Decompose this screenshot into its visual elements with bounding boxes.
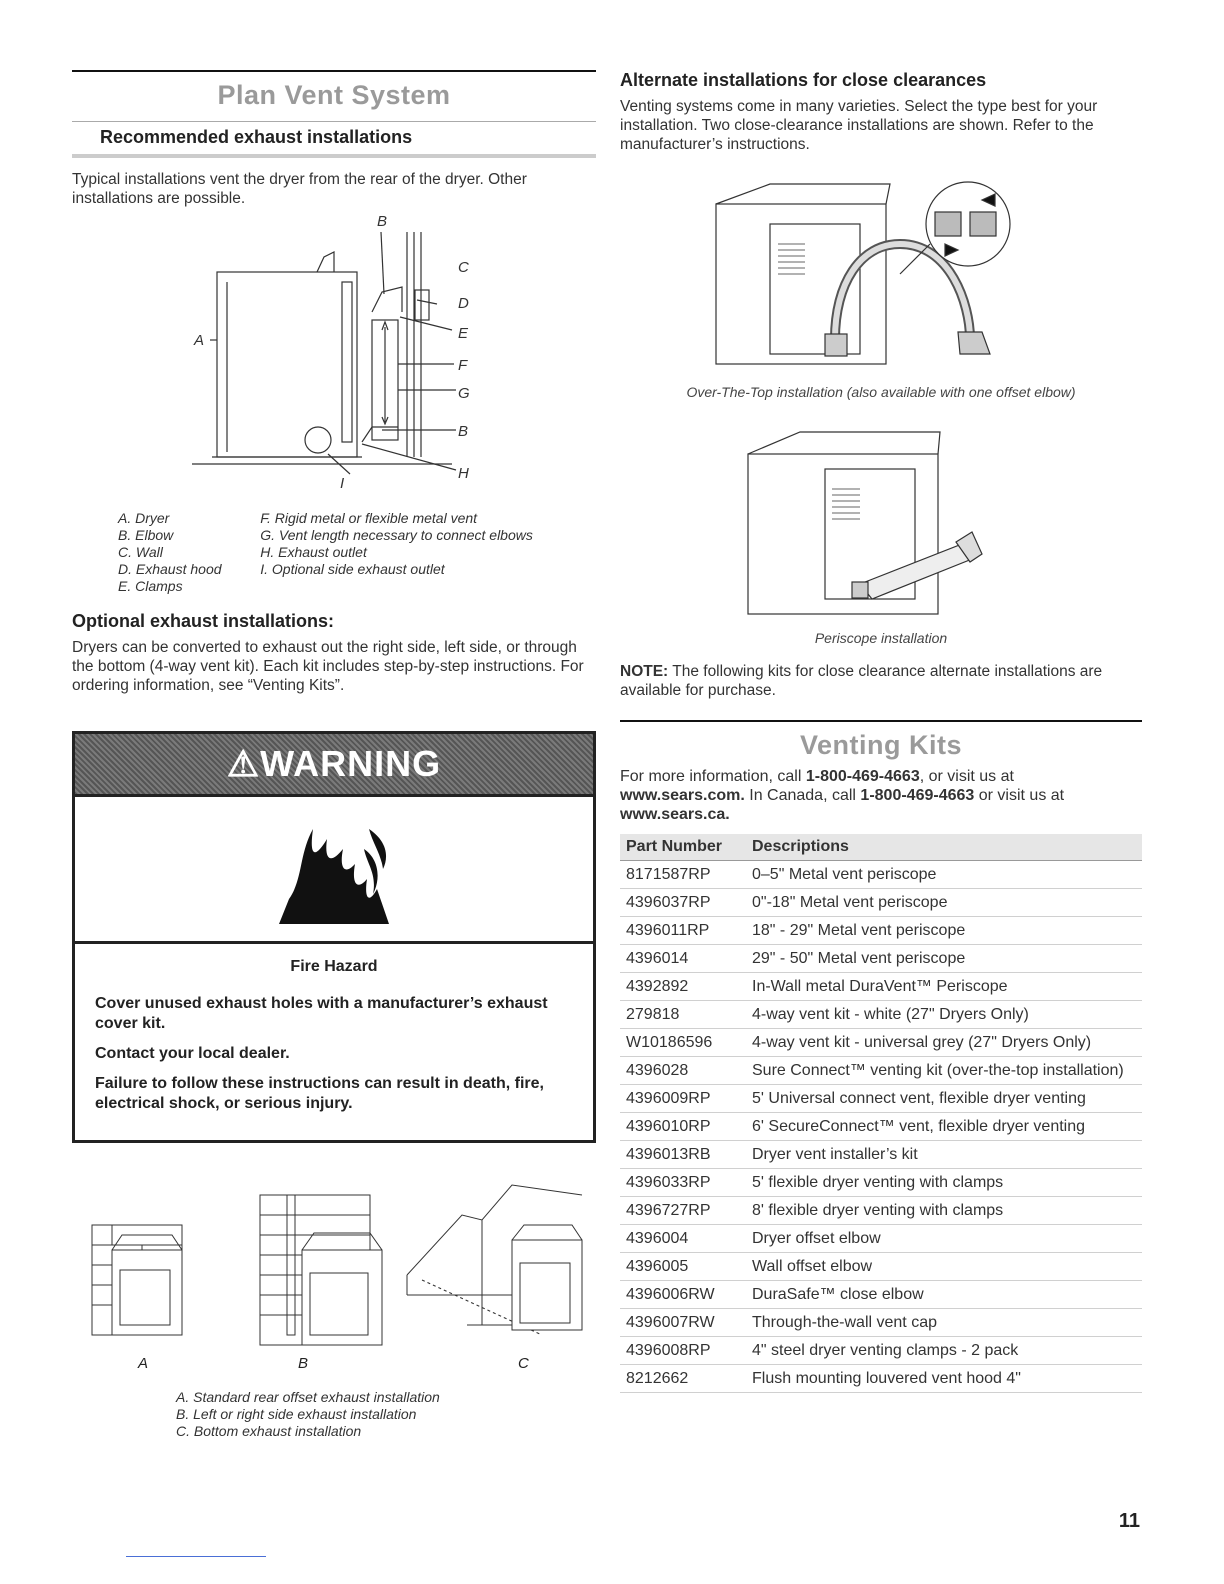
table-row (620, 1253, 1142, 1281)
part-number-cell: 4396033RP (620, 1169, 746, 1197)
diagram-label-h: H (458, 465, 469, 482)
sears-us-website: www.sears.com. (620, 787, 745, 804)
description-cell: 0–5" Metal vent periscope (746, 861, 1142, 889)
part-number-cell: 4396006RW (620, 1281, 746, 1309)
note-paragraph (620, 662, 1142, 700)
description-cell: 5' flexible dryer venting with clamps (746, 1169, 1142, 1197)
kits-info (620, 767, 1142, 824)
figure-labels (72, 1355, 596, 1375)
description-cell: 4" steel dryer venting clamps - 2 pack (746, 1337, 1142, 1365)
optional-body: Dryers can be converted to exhaust out the right side, left side, or through the bottom (4-way vent kit). Each kit includes step-by-step instructions. For ordering information, see “Venting Kits”. (72, 639, 584, 694)
description-cell: 18" - 29" Metal vent periscope (746, 917, 1142, 945)
diagram-label-e: E (458, 325, 469, 342)
legend-item: G. Vent length necessary to connect elbows (260, 527, 533, 543)
description-cell: 5' Universal connect vent, flexible dryer venting (746, 1085, 1142, 1113)
fire-icon (269, 809, 399, 929)
legend-item: F. Rigid metal or flexible metal vent (260, 510, 478, 526)
figure-label-c: C (518, 1355, 529, 1372)
description-cell: 4-way vent kit - universal grey (27" Dryers Only) (746, 1029, 1142, 1057)
legend-item: C. Bottom exhaust installation (176, 1423, 362, 1439)
description-cell: In-Wall metal DuraVent™ Periscope (746, 973, 1142, 1001)
info-text: In Canada, call (744, 787, 861, 804)
description-cell: 4-way vent kit - white (27" Dryers Only) (746, 1001, 1142, 1029)
warning-triangle-icon: ⚠ (226, 743, 261, 784)
diagram-label-d: D (458, 295, 469, 312)
description-cell: 6' SecureConnect™ vent, flexible dryer venting (746, 1113, 1142, 1141)
legend-item: I. Optional side exhaust outlet (260, 561, 445, 577)
table-row (620, 889, 1142, 917)
diagram-label-f: F (458, 357, 468, 374)
table-row (620, 1309, 1142, 1337)
figure-c-bottom-exhaust (407, 1185, 582, 1335)
table-row (620, 1197, 1142, 1225)
table-row (620, 1085, 1142, 1113)
diagram-label-b-bottom: B (458, 423, 469, 440)
legend-item: C. Wall (118, 544, 163, 560)
table-row (620, 1057, 1142, 1085)
legend-item: A. Dryer (118, 510, 170, 526)
section-title-venting-kits: Venting Kits (799, 730, 962, 760)
part-number-cell: 4396007RW (620, 1309, 746, 1337)
table-row (620, 1365, 1142, 1393)
part-number-cell: 4396037RP (620, 889, 746, 917)
sears-canada-website: www.sears.ca. (620, 806, 730, 823)
section-rule (72, 70, 596, 72)
periscope-caption: Periscope installation (814, 630, 948, 646)
part-number-cell: 4396013RB (620, 1141, 746, 1169)
diagram-label-i: I (340, 475, 345, 492)
figure-b-side-exhaust (260, 1195, 382, 1345)
description-cell: Flush mounting louvered vent hood 4" (746, 1365, 1142, 1393)
part-number-cell: 4396011RP (620, 917, 746, 945)
description-cell: Sure Connect™ venting kit (over-the-top installation) (746, 1057, 1142, 1085)
recommended-exhaust-diagram (72, 212, 596, 502)
warning-line: Failure to follow these instructions can result in death, fire, electrical shock, or serious injury. (95, 1075, 544, 1112)
figures-legend (176, 1389, 596, 1440)
table-row (620, 1141, 1142, 1169)
figure-a-standard-rear (92, 1225, 182, 1335)
alternate-body: Venting systems come in many varieties. Select the type best for your installation. Two close-clearance installations are shown. Refer to the manufacturer’s instructions. (620, 98, 1098, 153)
description-cell: DuraSafe™ close elbow (746, 1281, 1142, 1309)
fire-hazard-icon (75, 794, 593, 944)
header-part-number: Part Number (620, 834, 746, 861)
info-text: , or visit us at (919, 768, 1014, 785)
description-cell: 29" - 50" Metal vent periscope (746, 945, 1142, 973)
info-text: or visit us at (974, 787, 1065, 804)
part-number-cell: 4396028 (620, 1057, 746, 1085)
recommended-body: Typical installations vent the dryer from the rear of the dryer. Other installations are possible. (72, 171, 527, 207)
recommended-legend (118, 510, 596, 595)
figure-label-a: A (138, 1355, 149, 1372)
description-cell: Dryer offset elbow (746, 1225, 1142, 1253)
legend-item: H. Exhaust outlet (260, 544, 367, 560)
part-number-cell: 4396008RP (620, 1337, 746, 1365)
table-row (620, 945, 1142, 973)
header-descriptions: Descriptions (746, 834, 1142, 861)
legend-item: A. Standard rear offset exhaust installation (176, 1389, 440, 1405)
left-column (72, 70, 596, 1440)
venting-kits-table (620, 834, 1142, 1393)
diagram-label-g: G (458, 385, 470, 402)
table-row (620, 1029, 1142, 1057)
warning-text (75, 944, 593, 1140)
diagram-label-b-top: B (377, 213, 388, 230)
page-number: 11 (1118, 1510, 1140, 1532)
table-row (620, 1113, 1142, 1141)
over-the-top-illustration (620, 164, 1142, 384)
part-number-cell: 279818 (620, 1001, 746, 1029)
note-text: The following kits for close clearance alternate installations are available for purchase. (620, 663, 1103, 699)
legend-item: B. Left or right side exhaust installation (176, 1406, 417, 1422)
recommended-heading: Recommended exhaust installations (100, 127, 413, 147)
table-row (620, 973, 1142, 1001)
periscope-illustration (620, 414, 1142, 624)
info-text: For more information, call (620, 768, 806, 785)
part-number-cell: 8212662 (620, 1365, 746, 1393)
legend-item: B. Elbow (118, 527, 174, 543)
description-cell: 8' flexible dryer venting with clamps (746, 1197, 1142, 1225)
section-rule (620, 720, 1142, 722)
exhaust-options-figures (72, 1175, 596, 1355)
part-number-cell: 4396009RP (620, 1085, 746, 1113)
note-label: NOTE: (620, 663, 669, 680)
part-number-cell: 4396014 (620, 945, 746, 973)
part-number-cell: 8171587RP (620, 861, 746, 889)
diagram-label-a: A (194, 332, 205, 349)
legend-item: E. Clamps (118, 578, 183, 594)
table-body (620, 861, 1142, 1393)
footer-line (126, 1556, 266, 1557)
warning-title: WARNING (260, 743, 442, 784)
description-cell: Dryer vent installer’s kit (746, 1141, 1142, 1169)
diagram-label-c: C (458, 259, 469, 276)
phone-number-canada: 1-800-469-4663 (860, 787, 975, 804)
fire-hazard-label: Fire Hazard (290, 958, 378, 975)
part-number-cell: 4396727RP (620, 1197, 746, 1225)
table-row (620, 861, 1142, 889)
table-row (620, 1001, 1142, 1029)
table-row (620, 1169, 1142, 1197)
part-number-cell: 4392892 (620, 973, 746, 1001)
warning-header (75, 734, 593, 794)
description-cell: Wall offset elbow (746, 1253, 1142, 1281)
description-cell: 0"-18" Metal vent periscope (746, 889, 1142, 917)
over-the-top-caption: Over-The-Top installation (also available with one offset elbow) (686, 384, 1076, 400)
part-number-cell: 4396005 (620, 1253, 746, 1281)
warning-line: Contact your local dealer. (95, 1045, 290, 1062)
description-cell: Through-the-wall vent cap (746, 1309, 1142, 1337)
legend-item: D. Exhaust hood (118, 561, 222, 577)
table-header-row (620, 834, 1142, 861)
table-row (620, 917, 1142, 945)
part-number-cell: 4396004 (620, 1225, 746, 1253)
optional-heading: Optional exhaust installations: (72, 611, 335, 631)
table-row (620, 1337, 1142, 1365)
right-column (620, 70, 1142, 1393)
section-title-plan-vent: Plan Vent System (217, 80, 451, 110)
warning-box (72, 731, 596, 1143)
table-row (620, 1225, 1142, 1253)
figure-label-b: B (298, 1355, 309, 1372)
warning-line: Cover unused exhaust holes with a manufacturer’s exhaust cover kit. (95, 995, 548, 1032)
phone-number-us: 1-800-469-4663 (805, 768, 920, 785)
part-number-cell: 4396010RP (620, 1113, 746, 1141)
alternate-heading: Alternate installations for close clearances (620, 70, 987, 90)
subhead-recommended (72, 121, 596, 158)
table-row (620, 1281, 1142, 1309)
part-number-cell: W10186596 (620, 1029, 746, 1057)
